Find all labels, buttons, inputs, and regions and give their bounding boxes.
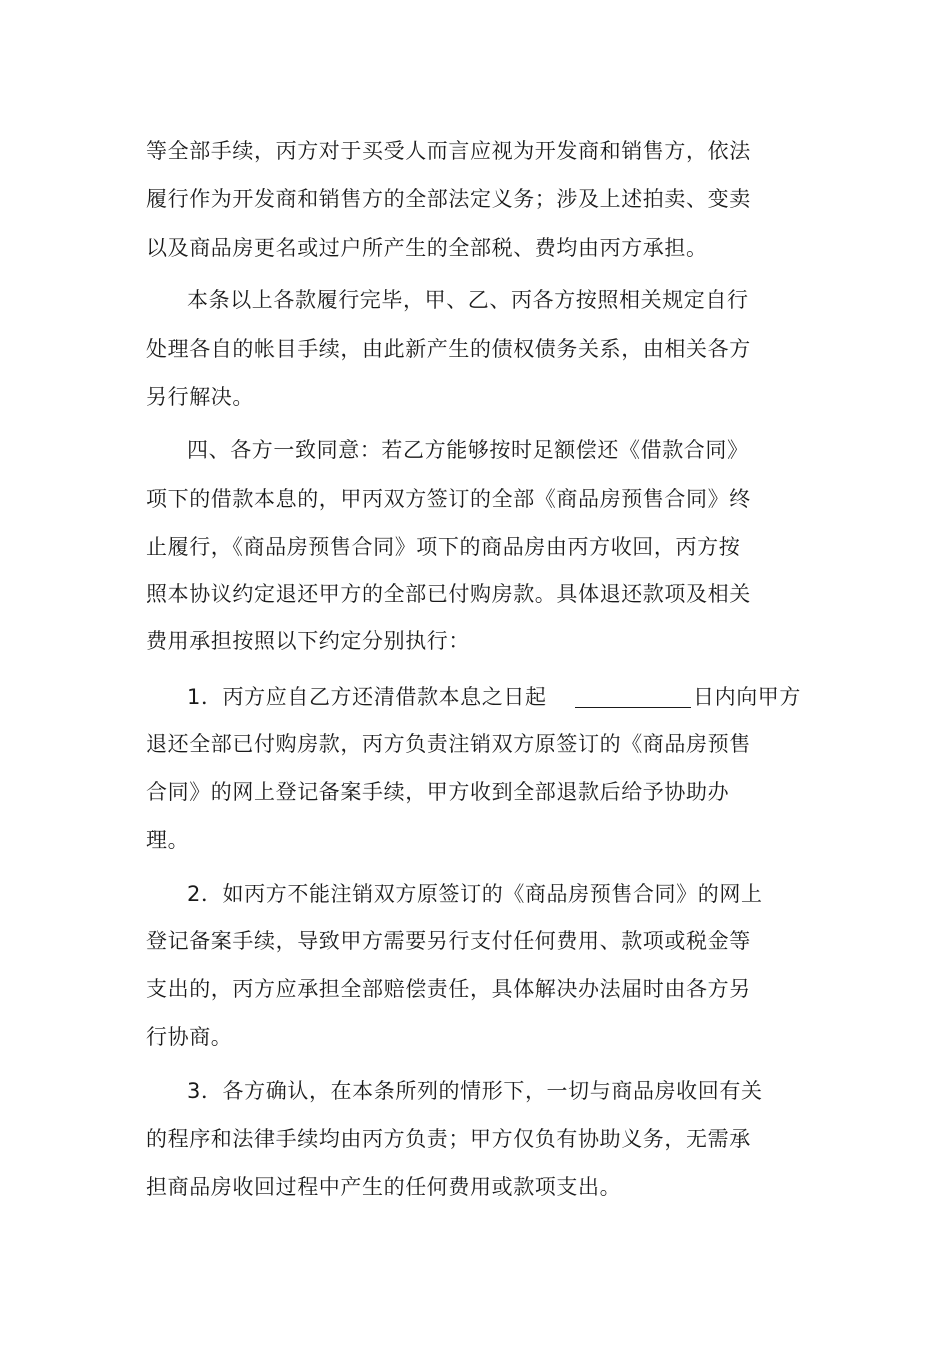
item-1-line-3: 合同》的网上登记备案手续，甲方收到全部退款后给予协助办 — [146, 780, 730, 804]
item-2-line-1: 2．如丙方不能注销双方原签订的《商品房预售合同》的网上 — [187, 882, 763, 906]
paragraph-3-line-4: 照本协议约定退还甲方的全部已付购房款。具体退还款项及相关 — [146, 582, 751, 606]
paragraph-3-line-1: 四、各方一致同意：若乙方能够按时足额偿还《借款合同》 — [187, 438, 749, 462]
item-1-line-4: 理。 — [146, 828, 190, 852]
paragraph-2-line-2: 处理各自的帐目手续，由此新产生的债权债务关系，由相关各方 — [146, 337, 751, 361]
item-3-line-3: 担商品房收回过程中产生的任何费用或款项支出。 — [146, 1175, 622, 1199]
paragraph-2-line-1: 本条以上各款履行完毕，甲、乙、丙各方按照相关规定自行 — [187, 288, 749, 312]
paragraph-1-line-1: 等全部手续，丙方对于买受人而言应视为开发商和销售方，依法 — [146, 139, 751, 163]
paragraph-1-line-3: 以及商品房更名或过户所产生的全部税、费均由丙方承担。 — [146, 236, 708, 260]
paragraph-1-line-2: 履行作为开发商和销售方的全部法定义务；涉及上述拍卖、变卖 — [146, 187, 751, 211]
item-1-tail: 日内向甲方 — [693, 685, 801, 709]
item-3-line-1: 3．各方确认，在本条所列的情形下，一切与商品房收回有关 — [187, 1079, 763, 1103]
paragraph-3-line-5: 费用承担按照以下约定分别执行： — [146, 629, 470, 653]
item-3-line-2: 的程序和法律手续均由丙方负责；甲方仅负有协助义务，无需承 — [146, 1127, 751, 1151]
item-2-line-2: 登记备案手续，导致甲方需要另行支付任何费用、款项或税金等 — [146, 929, 751, 953]
paragraph-2-line-3: 另行解决。 — [146, 385, 254, 409]
item-1-lead: 1．丙方应自乙方还清借款本息之日起 — [187, 685, 547, 709]
item-2-line-4: 行协商。 — [146, 1025, 233, 1049]
fill-in-blank — [575, 707, 691, 708]
paragraph-3-line-2: 项下的借款本息的，甲丙双方签订的全部《商品房预售合同》终 — [146, 487, 751, 511]
item-2-line-3: 支出的，丙方应承担全部赔偿责任，具体解决办法届时由各方另 — [146, 977, 751, 1001]
item-1-line-2: 退还全部已付购房款，丙方负责注销双方原签订的《商品房预售 — [146, 732, 751, 756]
paragraph-3-line-3: 止履行，《商品房预售合同》项下的商品房由丙方收回，丙方按 — [146, 535, 741, 559]
